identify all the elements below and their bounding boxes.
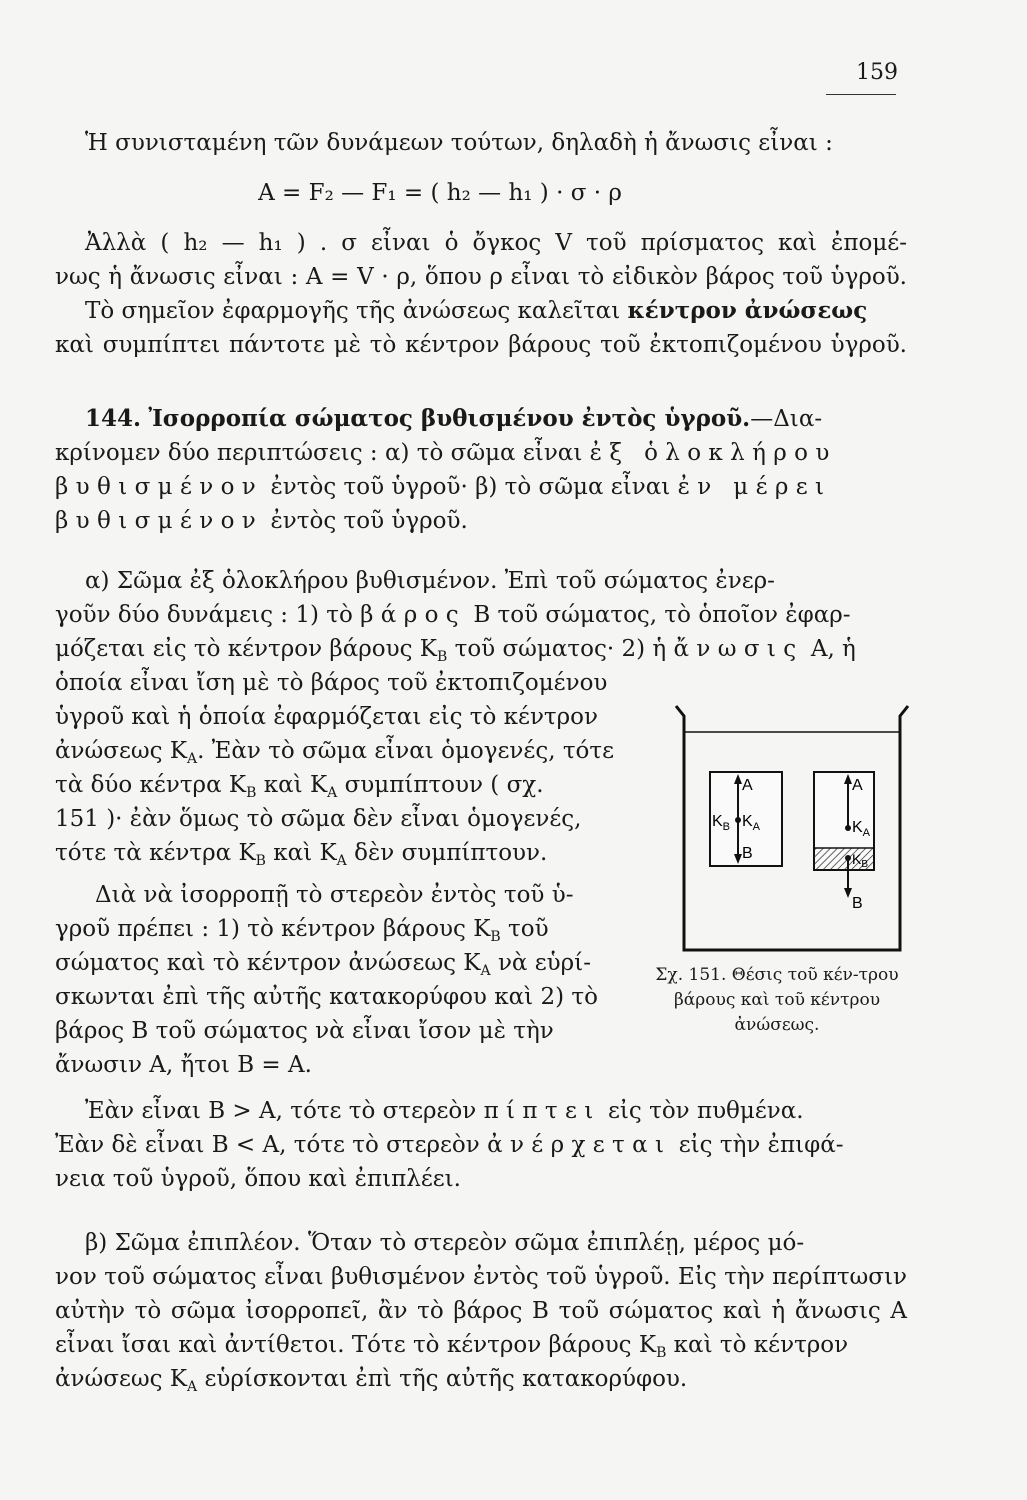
section-heading: [85, 402, 907, 436]
text-span: καὶ τὸ κέντρον: [673, 1332, 849, 1358]
text-span: —Δια-: [750, 406, 823, 432]
text-line: [55, 598, 907, 632]
text-span: ἀνώσεως K: [55, 738, 188, 764]
left-label-b: B: [742, 845, 753, 862]
text-line: αὐτὴν τὸ σῶμα ἰσορροπεῖ, ἂν τὸ βάρος B τοῦ σώματος καὶ ἡ ἄνωσις A: [55, 1298, 907, 1324]
text-span: Ἐὰν δὲ εἶναι B < A, τότε τὸ στερεὸν: [55, 1132, 480, 1158]
text-span: σώματος καὶ τὸ κέντρον ἀνώσεως K: [55, 950, 481, 976]
label-k: K: [742, 813, 753, 830]
spaced-term: ἄνωσις: [673, 636, 804, 662]
left-center-dot: [735, 817, 741, 823]
spaced-term: πίπτει: [483, 1098, 601, 1124]
text-line: σκωνται ἐπὶ τῆς αὐτῆς κατακορύφου καὶ 2) τὸ: [55, 984, 598, 1010]
subscript: A: [336, 853, 347, 869]
text-line: νεια τοῦ ὑγροῦ, ὅπου καὶ ἐπιπλέει.: [55, 1166, 461, 1192]
subscript: B: [255, 853, 266, 869]
spaced-term: βάρος: [360, 602, 467, 628]
text-line: 151 )· ἐὰν ὅμως τὸ σῶμα δὲν εἶναι ὁμογενές,: [55, 806, 582, 832]
right-label-b: B: [852, 895, 863, 912]
text-span: Ὅταν τὸ στερεὸν σῶμα ἐπιπλέῃ, μέρος μό-: [307, 1230, 805, 1256]
text-line: καὶ συμπίπτει πάντοτε μὲ τὸ κέντρον βάρους τοῦ ἐκτοπιζομένου ὑγροῦ.: [55, 332, 907, 358]
spaced-term: βυθισμένον: [55, 508, 264, 534]
right-arrow-down-head: [844, 888, 852, 898]
text-line: [55, 436, 907, 470]
subsection-title: β) Σῶμα ἐπιπλέον.: [85, 1230, 301, 1256]
text-span: νὰ εὑρί-: [497, 950, 591, 976]
label-sub-b: B: [722, 821, 731, 833]
text-span: δὲν συμπίπτουν.: [354, 840, 548, 866]
label-k: K: [852, 851, 862, 867]
text-span: καὶ K: [263, 772, 328, 798]
subscript: A: [480, 963, 491, 979]
subsection-title: α) Σῶμα ἐξ ὁλοκλήρου βυθισμένον.: [85, 568, 498, 594]
section-number: 144.: [85, 405, 142, 432]
text-span: ἀνώσεως K: [55, 1366, 188, 1392]
right-label-a: A: [852, 777, 863, 794]
text-span: μόζεται εἰς τὸ κέντρον βάρους K: [55, 636, 437, 662]
text-span: εἶναι ἴσαι καὶ ἀντίθετοι. Τότε τὸ κέντρον βάρους K: [55, 1332, 657, 1358]
subscript: A: [187, 1379, 198, 1395]
label-sub-a: A: [862, 827, 871, 839]
text-line: [55, 470, 907, 504]
text-span: γροῦ πρέπει : 1) τὸ κέντρον βάρους K: [55, 916, 491, 942]
page-number: 159: [856, 60, 898, 85]
text-line: νως ἡ ἄνωσις εἶναι : A = V · ρ, ὅπου ρ εἶναι τὸ εἰδικὸν βάρος τοῦ ὑγροῦ.: [55, 264, 907, 290]
text-line: [85, 1094, 907, 1128]
text-span: Τὸ σημεῖον ἐφαρμογῆς τῆς ἀνώσεως καλεῖται: [85, 298, 621, 324]
text-line: [55, 1128, 907, 1162]
text-span: εἰς τὸν πυθμένα.: [607, 1098, 804, 1124]
text-span: Ἐὰν εἶναι B > A, τότε τὸ στερεὸν: [85, 1098, 477, 1124]
figure-caption: Σχ. 151. Θέσις τοῦ κέν-τρου βάρους καὶ τοῦ κέντρου ἀνώσεως.: [655, 965, 899, 1035]
text-span: καὶ K: [273, 840, 337, 866]
subscript: A: [187, 751, 198, 767]
text-line: ὁποία εἶναι ἴση μὲ τὸ βάρος τοῦ ἐκτοπιζομένου: [55, 670, 608, 696]
text-line: Διὰ νὰ ἰσορροπῇ τὸ στερεὸν ἐντὸς τοῦ ὑ-: [95, 882, 574, 908]
text-span: γοῦν δύο δυνάμεις : 1) τὸ: [55, 602, 353, 628]
text-span: εὑρίσκονται ἐπὶ τῆς αὐτῆς κατακορύφου.: [204, 1366, 688, 1392]
label-k: K: [852, 819, 863, 836]
text-span: τὰ δύο κέντρα K: [55, 772, 247, 798]
spaced-term: ἐξ ὁλοκλήρου: [589, 440, 837, 466]
label-k: K: [712, 813, 723, 830]
text-span: B τοῦ σώματος, τὸ ὁποῖον ἐφαρ-: [473, 602, 851, 628]
right-center-kb-dot: [845, 855, 851, 861]
text-line: [55, 504, 907, 538]
text-line: [55, 1362, 907, 1404]
text-line: βάρος B τοῦ σώματος νὰ εἶναι ἴσον μὲ τὴν: [55, 1018, 554, 1044]
label-sub-b: B: [861, 859, 869, 870]
text-span: . Ἐὰν τὸ σῶμα εἶναι ὁμογενές, τότε: [197, 738, 615, 764]
figure-151: [672, 702, 912, 956]
subscript: B: [246, 785, 257, 801]
text-span: κρίνομεν δύο περιπτώσεις : α) τὸ σῶμα εἶναι: [55, 440, 583, 466]
text-line: Ἀλλὰ ( h₂ — h₁ ) . σ εἶναι ὁ ὄγκος V τοῦ πρίσματος καὶ ἐπομέ-: [85, 230, 907, 256]
text-span: συμπίπτουν ( σχ.: [344, 772, 544, 798]
text-line: νον τοῦ σώματος εἶναι βυθισμένον ἐντὸς τοῦ ὑγροῦ. Εἰς τὴν περίπτωσιν: [55, 1264, 907, 1290]
formula-line: A = F₂ — F₁ = ( h₂ — h₁ ) · σ · ρ: [258, 180, 622, 206]
bold-term: κέντρον ἀνώσεως: [627, 297, 868, 324]
right-center-ka-dot: [845, 825, 851, 831]
text-span: ἐντὸς τοῦ ὑγροῦ.: [270, 508, 468, 534]
subscript: A: [327, 785, 338, 801]
text-line: Ἡ συνισταμένη τῶν δυνάμεων τούτων, δηλαδὴ ἡ ἄνωσις εἶναι :: [85, 130, 833, 156]
subscript: B: [490, 929, 501, 945]
text-span: τοῦ σώματος· 2) ἡ: [454, 636, 667, 662]
subscript: B: [656, 1345, 667, 1361]
text-span: Ἐπὶ τοῦ σώματος ἐνερ-: [504, 568, 775, 594]
left-label-a: A: [742, 777, 753, 794]
label-sub-a: A: [752, 821, 761, 833]
text-span: A, ἡ: [810, 636, 856, 662]
subscript: B: [436, 649, 448, 665]
spaced-term: ἐν μέρει: [677, 474, 832, 500]
text-line: [85, 564, 907, 598]
spaced-term: βυθισμένον: [55, 474, 264, 500]
text-span: ἐντὸς τοῦ ὑγροῦ· β) τὸ σῶμα εἶναι: [270, 474, 671, 500]
text-line: [85, 294, 907, 328]
page-rule: [826, 94, 896, 95]
section-title: Ἰσορροπία σώματος βυθισμένου ἐντὸς ὑγροῦ.: [148, 405, 751, 432]
spaced-term: ἀνέρχεται: [487, 1132, 672, 1158]
text-line: [85, 1226, 907, 1260]
text-line: [55, 836, 617, 878]
text-span: τοῦ: [508, 916, 549, 942]
text-line: ὑγροῦ καὶ ἡ ὁποία ἐφαρμόζεται εἰς τὸ κέντρον: [55, 704, 599, 730]
text-line: ἄνωσιν A, ἤτοι B = A.: [55, 1052, 312, 1078]
text-span: εἰς τὴν ἐπιφά-: [678, 1132, 844, 1158]
text-span: τότε τὰ κέντρα K: [55, 840, 256, 866]
